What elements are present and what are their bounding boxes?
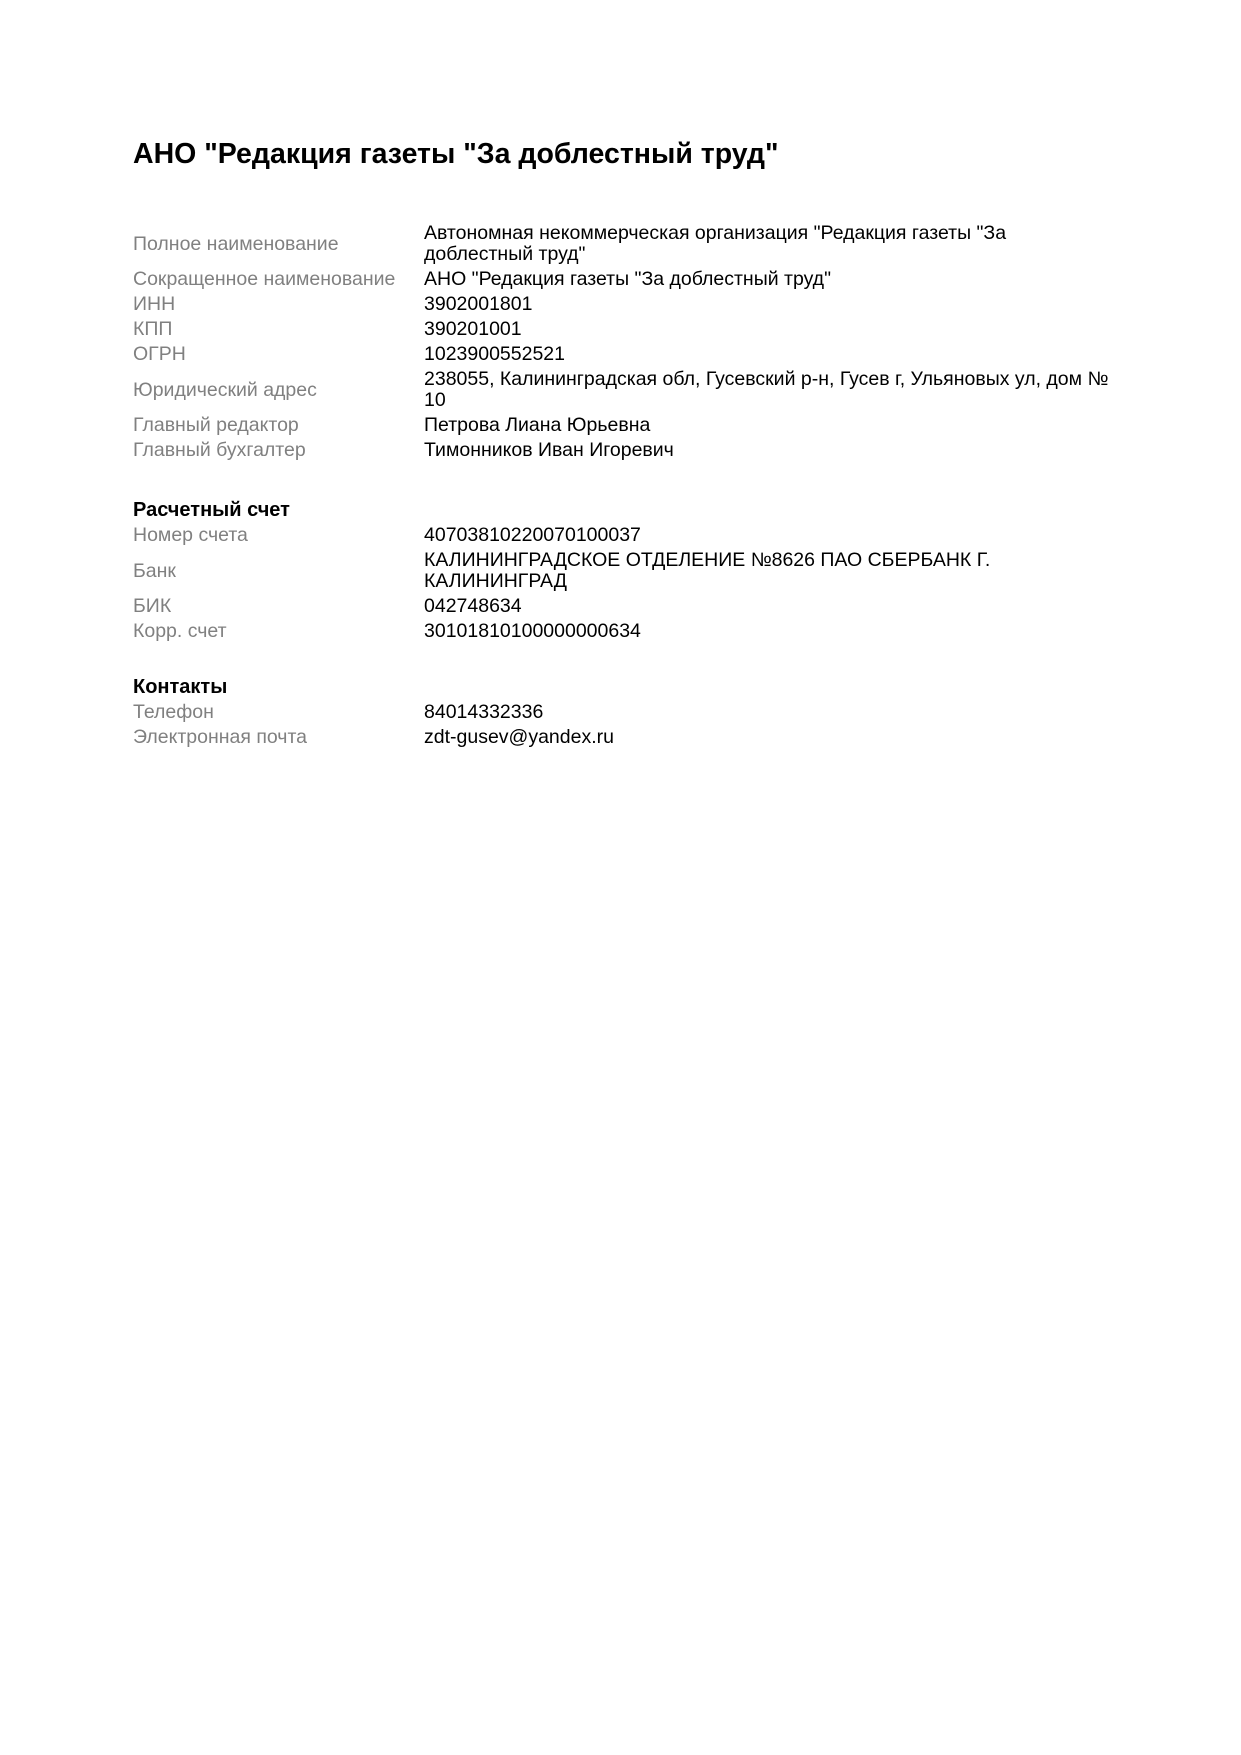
value-full-name: Автономная некоммерческая организация "Редакция газеты "За доблестный труд": [424, 222, 1007, 265]
contacts-section: [133, 674, 1113, 750]
row-kpp: [133, 317, 1133, 342]
row-inn: [133, 292, 1133, 317]
row-bank: [133, 548, 1133, 594]
label-inn: ИНН: [133, 293, 176, 315]
organization-details: [133, 221, 1113, 463]
row-ogrn: [133, 342, 1133, 367]
label-ogrn: ОГРН: [133, 343, 186, 365]
label-bank: Банк: [133, 559, 176, 582]
value-email: zdt-gusev@yandex.ru: [424, 726, 614, 748]
label-corr-account: Корр. счет: [133, 620, 227, 642]
value-account-number: 40703810220070100037: [424, 524, 641, 546]
bank-account-table: [133, 523, 1133, 644]
bank-account-section: [133, 497, 1113, 644]
contacts-heading: Контакты: [133, 676, 228, 698]
label-chief-accountant: Главный бухгалтер: [133, 439, 306, 461]
label-email: Электронная почта: [133, 726, 308, 748]
label-account-number: Номер счета: [133, 524, 248, 546]
label-kpp: КПП: [133, 318, 173, 340]
row-full-name: [133, 221, 1133, 267]
value-kpp: 390201001: [424, 318, 522, 340]
label-bik: БИК: [133, 595, 172, 617]
row-chief-accountant: [133, 438, 1133, 463]
row-corr-account: [133, 619, 1133, 644]
value-phone: 84014332336: [424, 701, 544, 723]
value-legal-address: 238055, Калининградская обл, Гусевский р-н, Гусев г, Ульяновых ул, дом № 10: [424, 368, 1109, 411]
row-email: [133, 725, 1133, 750]
value-bank: КАЛИНИНГРАДСКОЕ ОТДЕЛЕНИЕ №8626 ПАО СБЕРБАНК Г. КАЛИНИНГРАД: [424, 549, 991, 592]
organization-details-table: [133, 221, 1133, 463]
value-inn: 3902001801: [424, 293, 533, 315]
row-bik: [133, 594, 1133, 619]
value-corr-account: 30101810100000000634: [424, 620, 641, 642]
row-legal-address: [133, 367, 1133, 413]
row-short-name: [133, 267, 1133, 292]
row-account-number: [133, 523, 1133, 548]
bank-account-heading: Расчетный счет: [133, 499, 290, 521]
label-phone: Телефон: [133, 701, 214, 723]
page-title: АНО "Редакция газеты "За доблестный труд": [133, 138, 779, 170]
label-legal-address: Юридический адрес: [133, 378, 317, 401]
row-chief-editor: [133, 413, 1133, 438]
value-ogrn: 1023900552521: [424, 343, 565, 365]
value-bik: 042748634: [424, 595, 522, 617]
row-phone: [133, 700, 1133, 725]
value-chief-accountant: Тимонников Иван Игоревич: [424, 439, 674, 461]
label-chief-editor: Главный редактор: [133, 414, 299, 436]
label-full-name: Полное наименование: [133, 232, 339, 255]
value-chief-editor: Петрова Лиана Юрьевна: [424, 414, 651, 436]
label-short-name: Сокращенное наименование: [133, 268, 396, 290]
contacts-table: [133, 700, 1133, 750]
value-short-name: АНО "Редакция газеты "За доблестный труд": [424, 268, 831, 290]
